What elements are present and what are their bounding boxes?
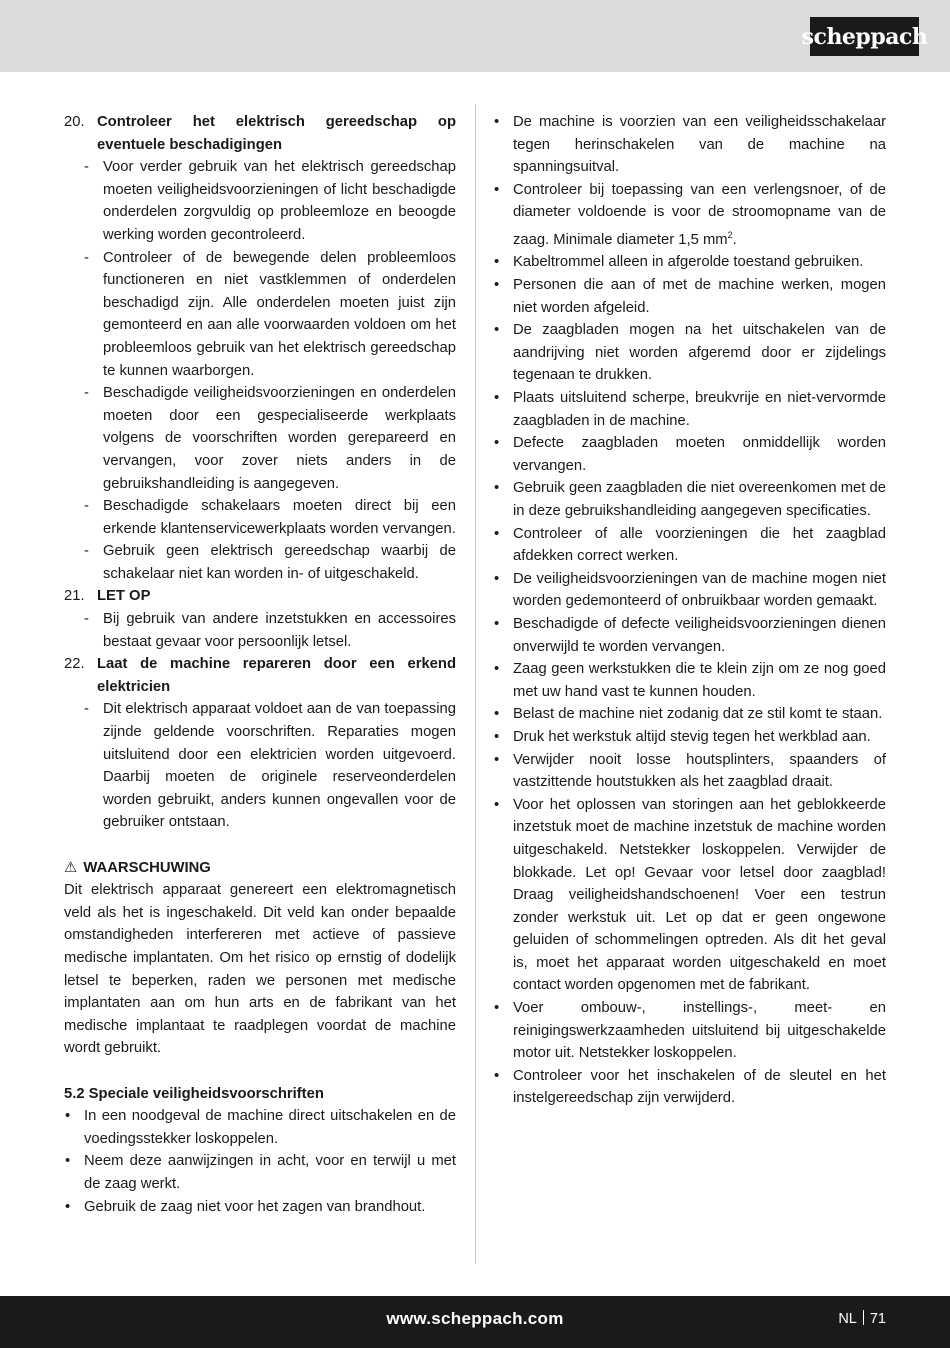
dash-marker: -	[84, 543, 89, 560]
bullet-item	[493, 613, 886, 658]
item-text: Kabeltrommel alleen in afgerolde toestand gebruiken.	[513, 254, 864, 271]
dash-item	[64, 540, 456, 585]
bullet-marker: •	[494, 796, 500, 813]
column-divider	[475, 104, 476, 1264]
item-text-end: .	[732, 231, 737, 248]
bullet-item	[493, 387, 886, 432]
page-separator	[863, 1310, 864, 1325]
bullet-item	[493, 432, 886, 477]
item-text: Bij gebruik van andere inzetstukken en accessoires bestaat gevaar voor persoonlijk letsel.	[103, 611, 456, 650]
superscript: 2	[727, 229, 733, 240]
item-number: 20.	[64, 114, 85, 130]
item-text: Gebruik geen zaagbladen die niet overeenkomen met de in deze gebruikshandleiding aangegeven specificaties.	[513, 480, 886, 520]
bullet-marker: •	[494, 728, 500, 745]
item-text: Controleer of de bewegende delen probleemloos functioneren en niet vastklemmen of onderdelen beschadigd zijn. Alle onderdelen moeten juist zijn gemonteerd en aan alle voorwaarden voldoen om het probleemloos gebruik van het elektrisch gereedschap te kunnen waarborgen.	[103, 249, 456, 379]
bullet-item	[493, 568, 886, 613]
bullet-item	[64, 1150, 456, 1195]
item-text: Voer ombouw-, instellings-, meet- en reinigingswerkzaamheden uitsluitend bij uitgeschakelde motor uit. Netstekker loskoppelen.	[513, 1000, 886, 1062]
item-text: In een noodgeval de machine direct uitschakelen en de voedingsstekker loskoppelen.	[84, 1108, 456, 1147]
numbered-heading	[64, 653, 456, 698]
right-column	[493, 111, 886, 1110]
item-text: Beschadigde of defecte veiligheidsvoorzieningen dienen onverwijld te worden vervangen.	[513, 615, 886, 655]
bullet-marker: •	[65, 1108, 71, 1125]
numbered-heading	[64, 111, 456, 156]
bullet-item	[493, 251, 886, 274]
item-text: Druk het werkstuk altijd stevig tegen het werkblad aan.	[513, 728, 871, 745]
item-text: Dit elektrisch apparaat voldoet aan de van toepassing zijnde geldende voorschriften. Reparaties mogen uitsluitend door een elektricien worden uitgevoerd. Daarbij moeten de originele reserveonderdelen worden gebruikt, anders kunnen ongevallen voor de gebruiker ontstaan.	[103, 701, 456, 831]
page-number: 71	[869, 1311, 886, 1327]
dash-item	[64, 495, 456, 540]
dash-item	[64, 382, 456, 495]
bullet-marker: •	[494, 1067, 500, 1084]
bullet-item	[493, 111, 886, 179]
bullet-marker: •	[494, 390, 500, 407]
dash-item	[64, 247, 456, 383]
bullet-item	[493, 477, 886, 522]
dash-marker: -	[84, 701, 89, 718]
bullet-item	[493, 179, 886, 252]
bullet-item	[493, 319, 886, 387]
left-column	[64, 111, 456, 1218]
item-text: De veiligheidsvoorzieningen van de machine mogen niet worden gedemonteerd of onbruikbaar worden gemaakt.	[513, 570, 886, 610]
item-text: Controleer bij toepassing van een verlengsnoer, of de diameter voldoende is voor de stroomopname van de zaag. Minimale diameter 1,5 mm	[513, 181, 886, 248]
bullet-item	[493, 749, 886, 794]
bullet-item	[493, 997, 886, 1065]
bullet-item	[493, 523, 886, 568]
item-text: Personen die aan of met de machine werken, mogen niet worden afgeleid.	[513, 277, 886, 316]
item-number: 21.	[64, 588, 85, 605]
bullet-marker: •	[494, 1000, 500, 1017]
item-text: Zaag geen werkstukken die te klein zijn om ze nog goed met uw hand vast te kunnen houden.	[513, 661, 886, 700]
bullet-item	[493, 274, 886, 319]
bullet-marker: •	[494, 181, 500, 198]
bullet-marker: •	[494, 615, 500, 632]
bullet-marker: •	[494, 322, 500, 339]
item-text: Defecte zaagbladen moeten onmiddellijk worden vervangen.	[513, 435, 886, 474]
item-number: 22.	[64, 656, 85, 673]
page-indicator	[838, 1296, 886, 1342]
item-text: Gebruik de zaag niet voor het zagen van brandhout.	[84, 1198, 426, 1215]
bullet-item	[493, 658, 886, 703]
bullet-item	[493, 1065, 886, 1110]
spacer	[64, 834, 456, 857]
item-text: Gebruik geen elektrisch gereedschap waarbij de schakelaar niet kan worden in- of uitgeschakeld.	[103, 543, 456, 582]
item-text: Belast de machine niet zodanig dat ze stil komt te staan.	[513, 706, 883, 723]
heading-text: Controleer het elektrisch gereedschap op eventuele beschadigingen	[97, 114, 456, 153]
item-text: Controleer voor het inschakelen of de sleutel en het instelgereedschap zijn verwijderd.	[513, 1067, 886, 1107]
dash-marker: -	[84, 611, 89, 628]
dash-marker: -	[84, 498, 89, 515]
dash-item	[64, 698, 456, 834]
bullet-item	[493, 794, 886, 997]
language-code: NL	[838, 1311, 857, 1327]
paragraph: Dit elektrisch apparaat genereert een elektromagnetisch veld als het is ingeschakeld. Dit veld kan onder bepaalde omstandigheden interfereren met actieve of passieve medische implantaten. Om het risico op ernstig of dodelijk letsel te beperken, raden we personen met medische implantaten aan om hun arts en de fabrikant van het medische implantaat te raadplegen voordat de machine wordt gebruikt.	[64, 882, 456, 1057]
bullet-marker: •	[494, 254, 500, 271]
warning-icon: ⚠	[64, 859, 78, 876]
bullet-marker: •	[494, 435, 500, 452]
bullet-marker: •	[494, 751, 500, 768]
bullet-marker: •	[494, 525, 500, 542]
item-text: De zaagbladen mogen na het uitschakelen van de aandrijving niet worden afgeremd door er zijdelings tegenaan te drukken.	[513, 322, 886, 384]
bullet-marker: •	[494, 706, 500, 723]
bullet-marker: •	[494, 570, 500, 587]
item-text: Beschadigde schakelaars moeten direct bij een erkende klantenservicewerkplaats worden vervangen.	[103, 498, 456, 537]
item-text: Neem deze aanwijzingen in acht, voor en terwijl u met de zaag werkt.	[84, 1153, 456, 1192]
bullet-marker: •	[494, 114, 500, 130]
spacer	[64, 1060, 456, 1083]
dash-item	[64, 156, 456, 246]
bullet-item	[64, 1105, 456, 1150]
brand-logo: scheppach	[810, 17, 919, 56]
item-text: Verwijder nooit losse houtsplinters, spaanders of vastzittende houtstukken als het zaagblad draait.	[513, 751, 886, 791]
dash-marker: -	[84, 385, 89, 402]
item-text: Plaats uitsluitend scherpe, breukvrije en niet-vervormde zaagbladen in de machine.	[513, 390, 886, 429]
bullet-marker: •	[494, 277, 500, 294]
bullet-item	[493, 703, 886, 726]
item-text: Voor het oplossen van storingen aan het geblokkeerde inzetstuk moet de machine inzetstuk de machine worden uitgeschakeld. Netstekker loskoppelen. Verwijder de blokkade. Let op! Gevaar voor letsel door zaagblad! Draag veiligheidshandschoenen! Voer een testrun zonder werkstuk uit. Let op dat er geen ongewone geluiden of schommelingen optreden. Als dit het geval is, moet het apparaat worden uitgeschakeld en moet contact worden opgenomen met de fabrikant.	[513, 796, 886, 994]
bullet-marker: •	[494, 661, 500, 678]
item-text: Controleer of alle voorzieningen die het zaagblad afdekken correct werken.	[513, 525, 886, 565]
footer-url[interactable]: www.scheppach.com	[386, 1309, 564, 1328]
numbered-heading	[64, 585, 456, 608]
dash-marker: -	[84, 159, 89, 176]
heading-text: Laat de machine repareren door een erkend elektricien	[97, 656, 456, 695]
bullet-item	[64, 1196, 456, 1219]
bullet-marker: •	[65, 1198, 71, 1215]
item-text: Beschadigde veiligheidsvoorzieningen en onderdelen moeten door een gespecialiseerde werkplaats volgens de voorschriften worden gerepareerd en vervangen, voor zover niets anders in de gebruikshandleiding is aangegeven.	[103, 385, 456, 492]
footer-band	[0, 1296, 950, 1348]
header-band	[0, 0, 950, 72]
section-heading: 5.2 Speciale veiligheidsvoorschriften	[64, 1085, 324, 1102]
item-text: De machine is voorzien van een veiligheidsschakelaar tegen herinschakelen van de machine na spanningsuitval.	[513, 114, 886, 176]
bullet-marker: •	[494, 480, 500, 497]
warning-heading	[64, 857, 456, 880]
item-text: Voor verder gebruik van het elektrisch gereedschap moeten veiligheidsvoorzieningen of licht beschadigde onderdelen zorgvuldig op probleemloze en beoogde werking worden gecontroleerd.	[103, 159, 456, 243]
dash-item	[64, 608, 456, 653]
bullet-marker: •	[65, 1153, 71, 1170]
heading-text: LET OP	[97, 588, 151, 605]
warning-title: WAARSCHUWING	[83, 859, 211, 876]
dash-marker: -	[84, 249, 89, 266]
bullet-item	[493, 726, 886, 749]
